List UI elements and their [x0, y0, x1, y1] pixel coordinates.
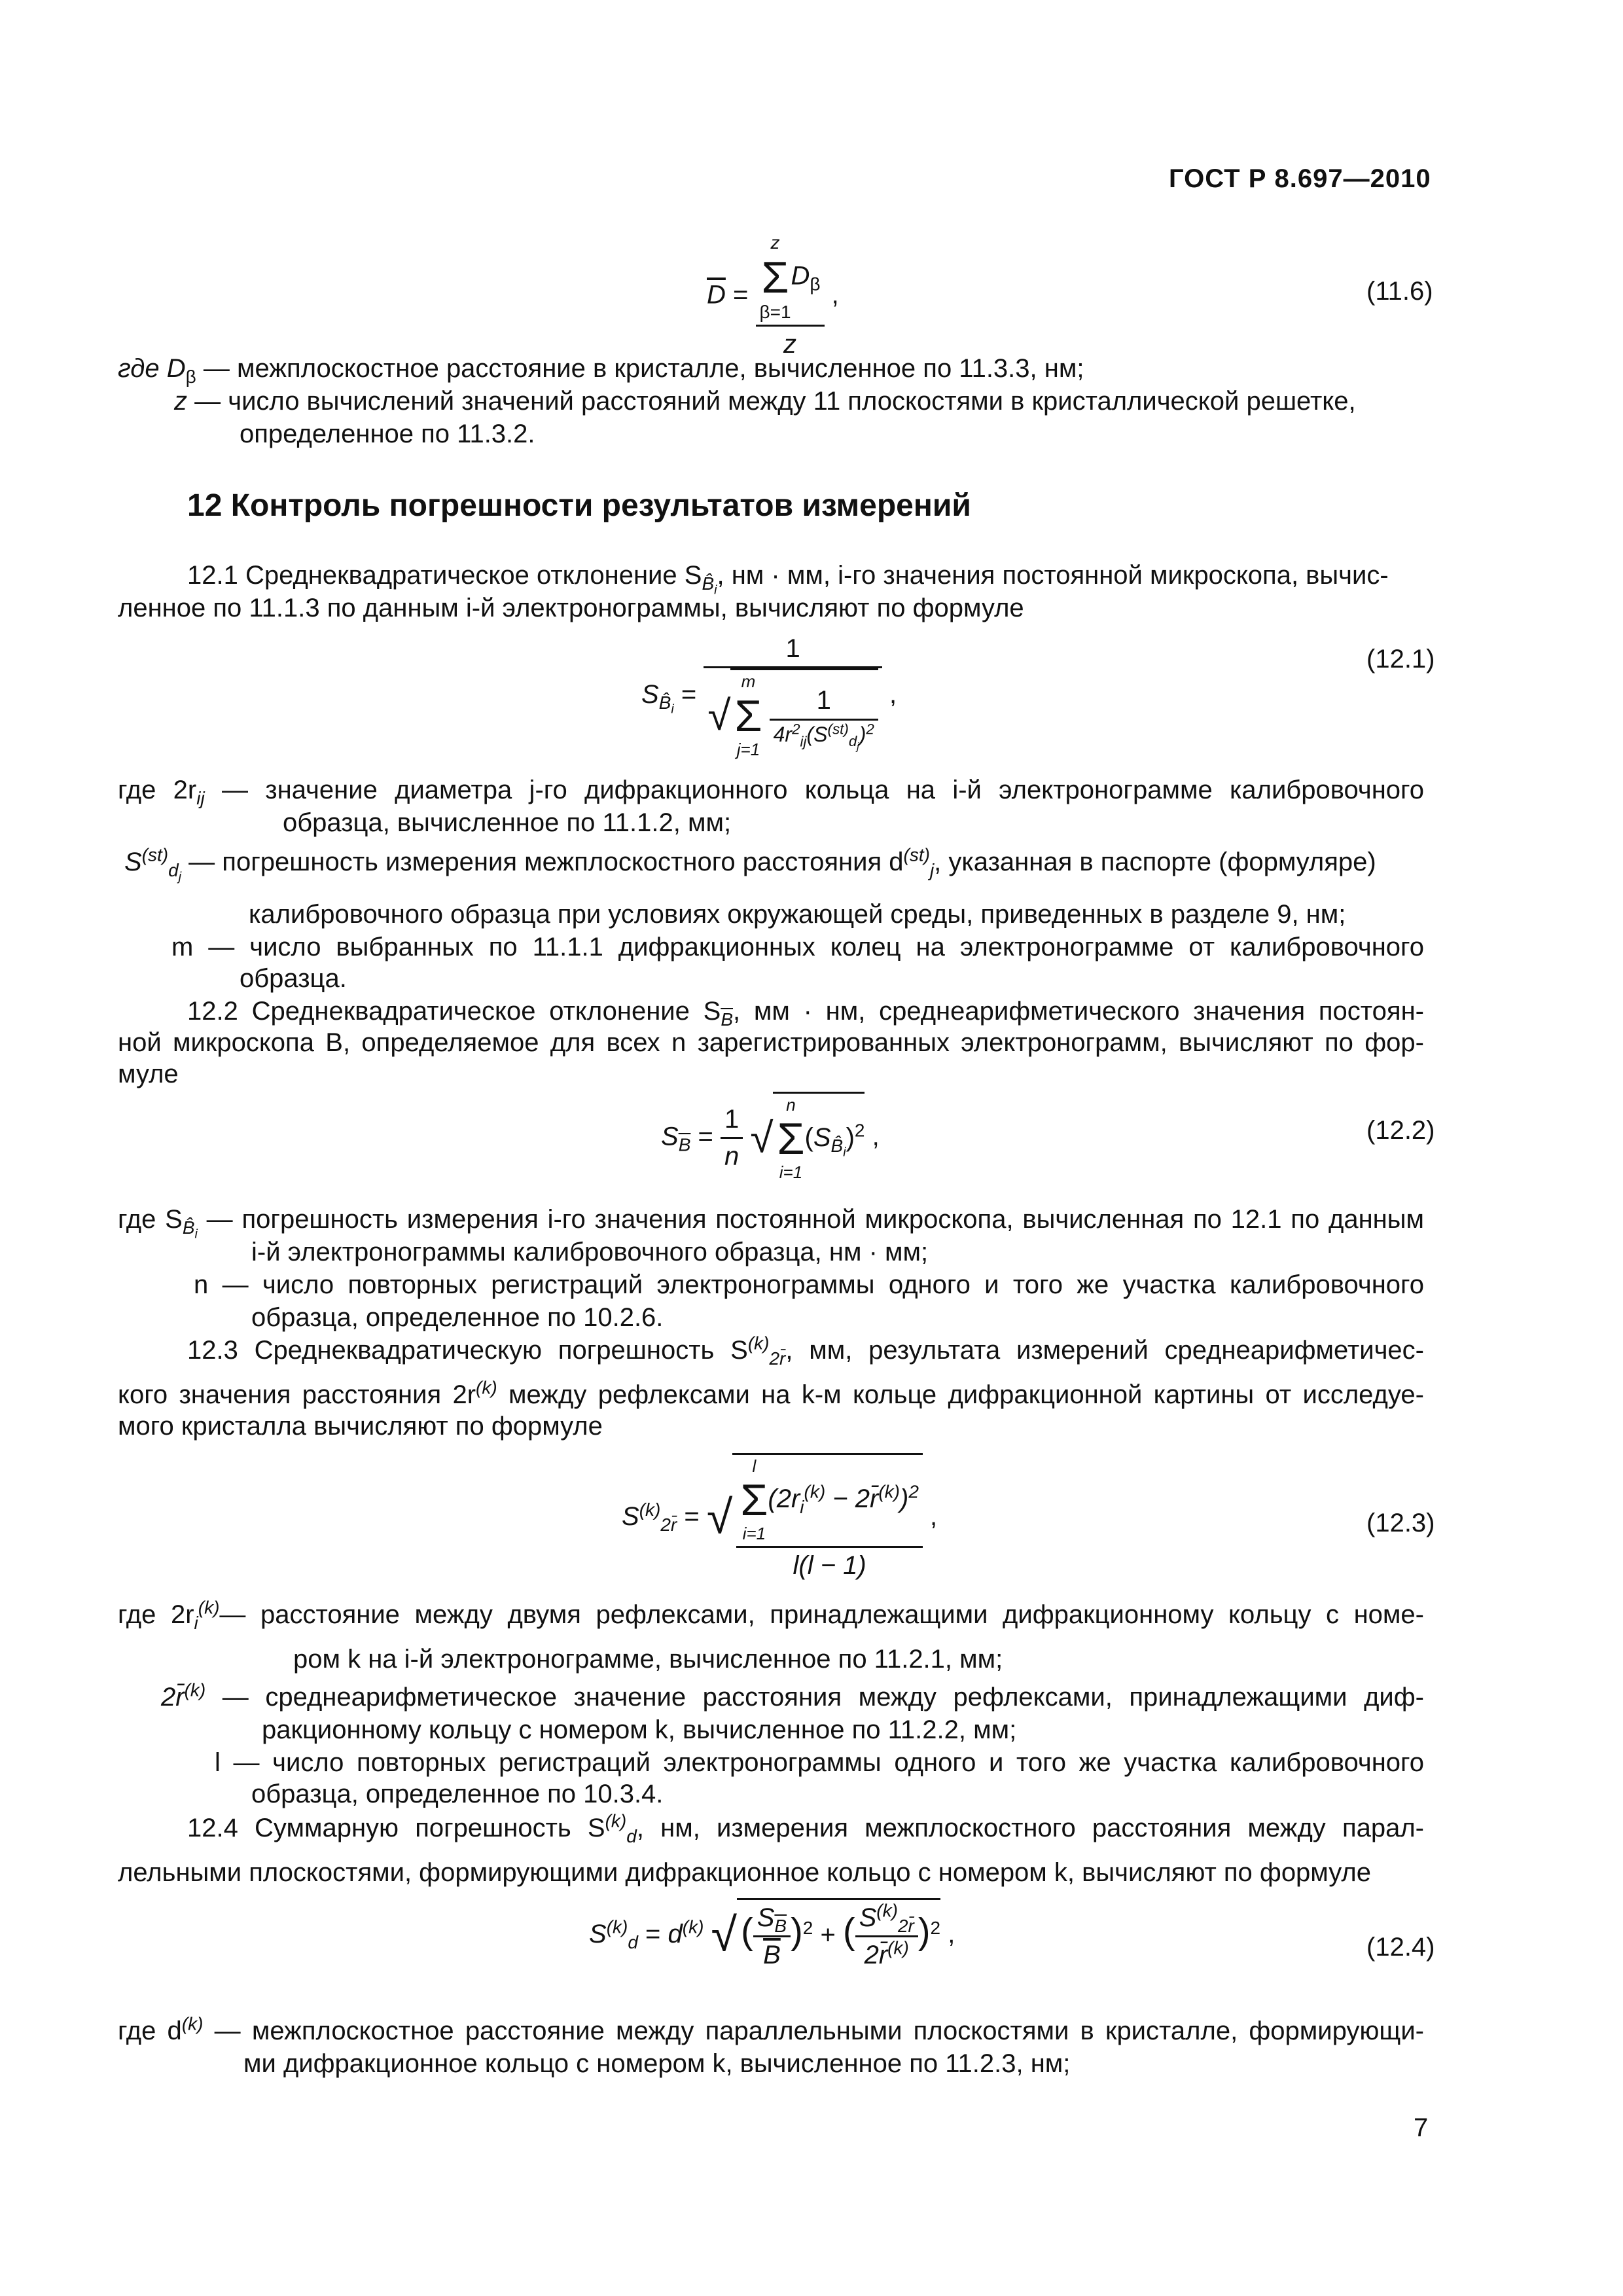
p12-3-line-1: 12.3 Среднеквадратическую погрешность $S^{(k)}_{2r̄}$, мм, результата измерений среднеарифметичес-: [187, 1333, 1424, 1369]
sum-icon: Σ: [777, 1114, 805, 1164]
eq-12-1-sum-top: m: [741, 672, 756, 692]
eq-11-6-term-sub: β: [810, 274, 821, 295]
eq-12-2-numerator: 1: [721, 1102, 743, 1139]
sum-icon: Σ: [761, 253, 789, 303]
where-12-3-line-2: ром k на i-й электронограмме, вычисленное по 11.2.1, мм;: [293, 1645, 1003, 1674]
eq-number-11-6: (11.6): [1366, 277, 1433, 306]
text: 12.3 Среднеквадратическую погрешность S: [187, 1336, 748, 1365]
eq-12-1-inner-numerator: 1: [770, 683, 878, 720]
text: , нм, измерения межплоскостного расстояния между парал-: [636, 1814, 1425, 1842]
eq-11-6-sum-top: z: [770, 232, 780, 253]
eq-number-12-4: (12.4): [1366, 1933, 1435, 1962]
p12-3-line-2: кого значения расстояния $2r^{(k)}$ между рефлексами на k-м кольце дифракционной картины от исследуе-: [118, 1377, 1424, 1409]
eq-12-1-tail: ,: [889, 680, 897, 709]
sqrt-icon: √: [707, 692, 731, 740]
p12-2-line-1: 12.2 Среднеквадратическое отклонение $S_{\overline{B}}$, мм · нм, среднеарифметического значения постоян-: [187, 997, 1424, 1030]
eq-number-12-3: (12.3): [1366, 1509, 1435, 1537]
equation-12-2: $S_{\overline{B}}$ = $\frac{1}{n}$ √ n Σ i=1 $(S_{B̂_i})^2$ ,: [661, 1092, 880, 1185]
where-12-3-line-5: l — число повторных регистраций электронограммы одного и того же участка калибровочного: [215, 1748, 1424, 1777]
definition-text: — погрешность измерения межплоскостного расстояния d: [181, 848, 904, 876]
eq-11-6-sum-bottom: β=1: [759, 302, 791, 323]
equation-12-1: $S_{B̂_i}$ = 1 √ m Σ j=1 $\frac{1}{4r^2_{ij}(S^{(st)}_{d_j})^2}$ ,: [641, 631, 897, 761]
eq-12-2-denominator: n: [724, 1142, 740, 1172]
text: между рефлексами на k-м кольце дифракционной картины от исследуе-: [497, 1380, 1424, 1409]
where-12-1-line-2: образца, вычисленное по 11.1.2, мм;: [283, 808, 732, 837]
definition-text: — расстояние между двумя рефлексами, принадлежащими дифракционному кольцу с номе-: [219, 1600, 1424, 1629]
text: 12.1 Среднеквадратическое отклонение S: [187, 561, 702, 590]
eq-12-1-sum-bottom: j=1: [736, 739, 760, 759]
definition-text: — среднеарифметическое значение расстояния между рефлексами, принадлежащими диф-: [205, 1683, 1424, 1712]
eq-number-12-1: (12.1): [1366, 645, 1435, 673]
where-12-3-line-6: образца, определенное по 10.3.4.: [251, 1780, 664, 1808]
eq-number-12-2: (12.2): [1366, 1116, 1435, 1145]
p12-1-line-1: [187, 558, 1389, 598]
where-12-1-line-5: m — число выбранных по 11.1.1 дифракционных колец на электронограмме от калибровочного: [171, 933, 1424, 961]
symbol-text: где S: [118, 1205, 183, 1234]
eq-12-3-fraction: l Σ i=1 ($2r_i^{(k)}$ − 2r̄$^{(k)}$)$^2$ l(l − 1): [736, 1455, 923, 1583]
sqrt-icon: √: [750, 1114, 774, 1162]
eq-12-3-denominator: l(l − 1): [793, 1551, 866, 1580]
text: , мм · нм, среднеарифметического значения постоян-: [733, 997, 1424, 1026]
where-12-2-line-4: образца, определенное по 10.2.6.: [251, 1303, 664, 1332]
text: 12.2 Среднеквадратическое отклонение S: [187, 997, 721, 1026]
p12-4-line-1: 12.4 Суммарную погрешность $S^{(k)}_d$, нм, измерения межплоскостного расстояния между парал-: [187, 1810, 1425, 1846]
where-12-3-line-4: ракционному кольцу с номером k, вычисленное по 11.2.2, мм;: [262, 1715, 1017, 1744]
symbol-text: где d: [118, 2017, 182, 2045]
where-12-2-line-2: i-й электронограммы калибровочного образца, нм · мм;: [251, 1238, 929, 1266]
where-12-3-line-1: где $2r_i^{(k)}—$ расстояние между двумя рефлексами, принадлежащими дифракционному кольцу с номе-: [118, 1597, 1424, 1633]
where-12-2-line-3: n — число повторных регистраций электронограммы одного и того же участка калибровочного: [194, 1270, 1424, 1299]
where-12-1-line-3: $S^{(st)}_{d_j}$ — погрешность измерения межплоскостного расстояния $d^{(st)}_j$, указанная в паспорте (формуляре): [124, 844, 1376, 884]
where-11-6-line-1: [118, 351, 1084, 386]
text: 12.4 Суммарную погрешность S: [187, 1814, 605, 1842]
p12-1-line-2: ленное по 11.1.3 по данным i-й электронограммы, вычисляют по формуле: [118, 594, 1024, 622]
where-11-6-line-2: [174, 384, 1356, 419]
p12-4-line-2: лельными плоскостями, формирующими дифракционное кольцо с номером k, вычисляют по формуле: [118, 1858, 1371, 1887]
eq-12-3-tail: ,: [930, 1502, 938, 1532]
p12-2-line-2: ной микроскопа B, определяемое для всех n зарегистрированных электронограмм, вычисляют по фор-: [118, 1028, 1424, 1057]
eq-12-2-tail: ,: [872, 1122, 880, 1151]
eq-11-6-term: D: [791, 261, 810, 291]
equation-11-6: $\overline{D}$ = z Σ β=1 $D_\beta$ z ,: [707, 230, 839, 363]
where-12-3-line-3: 2r̄$^{(k)}$ — среднеарифметическое значение расстояния между рефлексами, принадлежащими диф-: [161, 1679, 1424, 1712]
eq-11-6-tail: ,: [831, 280, 839, 310]
text: , мм, результата измерений среднеарифметичес-: [785, 1336, 1424, 1365]
sqrt-icon: √: [711, 1909, 738, 1962]
eq-12-2-fraction: [721, 1102, 743, 1175]
eq-12-1-inner-fraction: $\frac{1}{4r^2_{ij}(S^{(st)}_{d_j})^2}$: [770, 683, 878, 749]
p12-3-line-3: мого кристалла вычисляют по формуле: [118, 1412, 603, 1441]
symbol-text: где 2r: [118, 776, 197, 804]
equation-12-4: $S^{(k)}_d = d^{(k)}$ √ ( $\frac{S_{\overline{B}}}{B}$ )$^2$ + ( $\frac{S^{(k)}_{2r̄}}{2r̄^{(k)}}$ )$^2$ ,: [589, 1898, 955, 1973]
where-12-1-line-1: где $2r_{ij}$ — значение диаметра j-го дифракционного кольца на i-й электронограмме калибровочного: [118, 776, 1424, 808]
eq-12-3-sum-top: l: [752, 1456, 757, 1476]
where-12-2-line-1: где $S_{B̂_i}$ — погрешность измерения i-го значения постоянной микроскопа, вычисленная по 12.1 по данным: [118, 1205, 1424, 1242]
symbol-z: z: [174, 387, 187, 416]
where-12-4-line-1: где $d^{(k)}$ — межплоскостное расстояние между параллельными плоскостями в кристалле, формирующи-: [118, 2013, 1424, 2045]
where-12-1-line-4: калибровочного образца при условиях окружающей среды, приведенных в разделе 9, нм;: [249, 900, 1346, 929]
eq-12-4-tail: ,: [948, 1919, 955, 1948]
definition-text: — число вычислений значений расстояний между 11 плоскостями в кристаллической решетке,: [187, 387, 1356, 416]
eq-12-2-sum-top: n: [786, 1095, 796, 1115]
page-number: 7: [1414, 2113, 1429, 2142]
eq-11-6-fraction: [756, 230, 825, 363]
where-11-6-line-3: определенное по 11.3.2.: [240, 420, 535, 448]
symbol-sub: β: [185, 367, 196, 387]
where-12-1-line-6: образца.: [240, 964, 347, 993]
section-heading: 12 Контроль погрешности результатов измерений: [187, 488, 971, 523]
symbol-d-beta: где D: [118, 354, 186, 383]
definition-text: — межплоскостное расстояние между параллельными плоскостями в кристалле, формирующи-: [203, 2017, 1424, 2045]
definition-text: — межплоскостное расстояние в кристалле, вычисленное по 11.3.3, нм;: [196, 354, 1084, 383]
eq-12-1-fraction: [704, 631, 882, 761]
document-code: ГОСТ Р 8.697—2010: [1169, 164, 1431, 193]
equation-12-3: $S^{(k)}_{2r̄}$ = √ l Σ i=1 ($2r_i^{(k)}$ − 2r̄$^{(k)}$)$^2$ l(l − 1) ,: [622, 1453, 937, 1583]
eq-12-1-numerator: 1: [704, 631, 882, 668]
sqrt-icon: √: [706, 1491, 733, 1544]
definition-text: , указанная в паспорте (формуляре): [934, 848, 1376, 876]
text: кого значения расстояния 2r: [118, 1380, 476, 1409]
definition-text: — погрешность измерения i-го значения постоянной микроскопа, вычисленная по 12.1 по данным: [197, 1205, 1424, 1234]
symbol-text: где 2r: [118, 1600, 194, 1629]
p12-2-line-3: муле: [118, 1060, 179, 1088]
eq-11-6-lhs: $\overline{D}$: [707, 280, 726, 310]
eq-12-3-sum-bottom: i=1: [742, 1524, 766, 1544]
eq-12-2-sum-bottom: i=1: [779, 1162, 803, 1183]
eq-11-6-denominator: z: [783, 330, 797, 359]
sum-icon: Σ: [734, 691, 762, 741]
subscript: B̂i: [702, 573, 717, 598]
where-12-4-line-2: ми дифракционное кольцо с номером k, вычисленное по 11.2.3, нм;: [243, 2049, 1071, 2078]
text: , нм · мм, i-го значения постоянной микроскопа, вычис-: [717, 561, 1389, 590]
sum-icon: Σ: [740, 1475, 768, 1526]
definition-text: — значение диаметра j-го дифракционного кольца на i-й электронограмме калибровочного: [204, 776, 1424, 804]
